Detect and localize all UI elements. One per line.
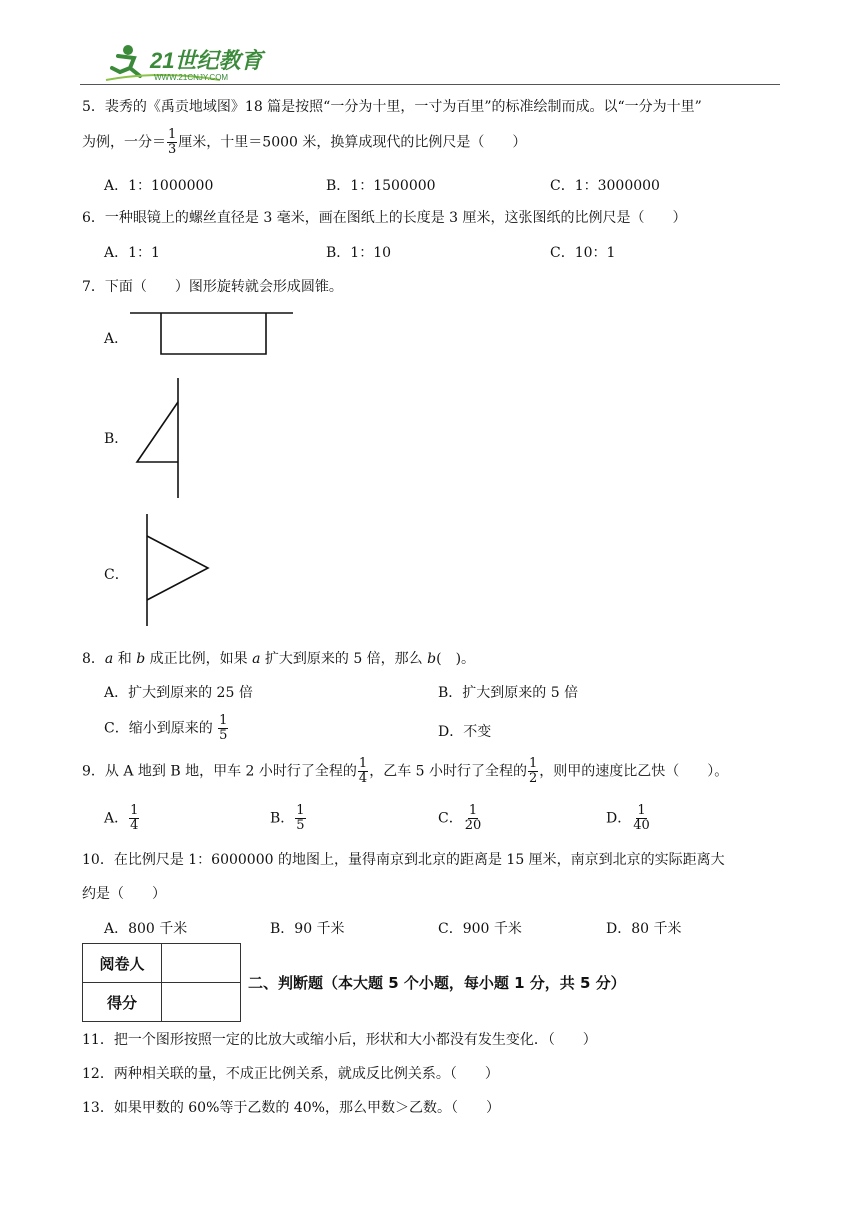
q8-option-d[interactable]: D．不变 xyxy=(438,724,492,740)
q8-var-b2: b xyxy=(427,651,437,667)
q9-c-den: 20 xyxy=(464,818,482,833)
grader-label: 阅卷人 xyxy=(83,944,162,983)
q5-frac-num: 1 xyxy=(168,127,177,142)
q9-d-den: 40 xyxy=(633,818,650,833)
header-divider xyxy=(80,84,780,85)
logo-text: 21世纪教育 xyxy=(150,48,263,73)
q9-f2-num: 1 xyxy=(529,756,538,771)
q7-figure-c-triangle xyxy=(140,514,214,628)
q9-b-num: 1 xyxy=(296,803,305,818)
q5-line2-pre: 为例，一分＝ xyxy=(82,134,166,151)
q5-option-b[interactable]: B．1：1500000 xyxy=(326,178,436,194)
q10-option-a[interactable]: A．800 千米 xyxy=(104,921,188,937)
q8-pre: 8． xyxy=(82,651,105,667)
q9-option-d[interactable] xyxy=(606,804,652,833)
q5-fraction xyxy=(167,128,177,157)
q5-frac-den: 3 xyxy=(168,142,177,157)
q7-figure-b-triangle xyxy=(134,378,184,500)
q8-option-c-label: C．缩小到原来的 xyxy=(104,720,218,737)
q9-mid: ，乙车 5 小时行了全程的 xyxy=(369,763,528,780)
q9-post: ，则甲的速度比乙快（ ）。 xyxy=(539,763,729,780)
q7-option-a[interactable]: A． xyxy=(104,331,129,347)
q7-text: 7．下面（ ）图形旋转就会形成圆锥。 xyxy=(82,279,343,295)
q9-option-a[interactable] xyxy=(104,804,140,833)
q5-line2 xyxy=(82,128,526,157)
q9-b-fraction xyxy=(295,804,305,833)
q6-text: 6．一种眼镜上的螺丝直径是 3 毫米，画在图纸上的长度是 3 厘米，这张图纸的比例尺是（ ） xyxy=(82,210,687,226)
q6-option-c[interactable]: C．10：1 xyxy=(550,245,616,261)
q9-c-num: 1 xyxy=(468,803,478,818)
q5-option-a[interactable]: A．1：1000000 xyxy=(104,178,214,194)
q8-t3: 扩大到原来的 5 倍，那么 xyxy=(260,651,428,667)
q9-a-num: 1 xyxy=(130,803,139,818)
q9-c-label: C． xyxy=(438,810,463,827)
q6-option-a[interactable]: A．1：1 xyxy=(104,245,160,261)
q9-fraction-2 xyxy=(528,757,538,786)
q9-a-label: A． xyxy=(104,810,129,827)
q8-var-b: b xyxy=(136,651,146,667)
q9-f1-num: 1 xyxy=(358,756,368,771)
q7-figure-a-rectangle xyxy=(130,310,300,360)
q7-option-c[interactable]: C． xyxy=(104,567,129,583)
q8-option-c[interactable] xyxy=(104,714,229,743)
q9-pre: 9．从 A 地到 B 地，甲车 2 小时行了全程的 xyxy=(82,763,357,780)
q8-c-num: 1 xyxy=(219,713,228,728)
q8-t4: ( )。 xyxy=(436,651,476,667)
grader-score-table xyxy=(82,943,241,1022)
q5-line1: 5．裴秀的《禹贡地域图》18 篇是按照“一分为十里，一寸为百里”的标准绘制而成。以“一分为十里” xyxy=(82,99,702,115)
q7-option-b[interactable]: B． xyxy=(104,431,129,447)
q10-option-d[interactable]: D．80 千米 xyxy=(606,921,682,937)
site-logo xyxy=(100,40,280,84)
q6-option-b[interactable]: B．1：10 xyxy=(326,245,392,261)
q9-fraction-1 xyxy=(358,757,368,786)
q8-c-den: 5 xyxy=(219,728,228,743)
q10-option-b[interactable]: B．90 千米 xyxy=(270,921,345,937)
q8-option-c-fraction xyxy=(218,714,228,743)
runner-logo-icon xyxy=(100,40,280,84)
q9-text xyxy=(82,757,728,786)
q9-b-label: B． xyxy=(270,810,295,827)
q9-d-label: D． xyxy=(606,810,632,827)
q5-option-c[interactable]: C．1：3000000 xyxy=(550,178,660,194)
score-cell[interactable] xyxy=(162,983,241,1022)
q9-option-c[interactable] xyxy=(438,804,483,833)
q8-t1: 和 xyxy=(113,651,137,667)
q9-f2-den: 2 xyxy=(529,771,538,786)
q8-option-b[interactable]: B．扩大到原来的 5 倍 xyxy=(438,685,579,701)
q9-a-den: 4 xyxy=(130,818,139,833)
q8-var-a: a xyxy=(104,651,114,667)
section-2-title: 二、判断题（本大题 5 个小题，每小题 1 分，共 5 分） xyxy=(248,974,626,992)
q9-a-fraction xyxy=(129,804,139,833)
grader-cell[interactable] xyxy=(162,944,241,983)
q9-d-fraction xyxy=(632,804,651,833)
q10-option-c[interactable]: C．900 千米 xyxy=(438,921,522,937)
q10-line1: 10．在比例尺是 1：6000000 的地图上，量得南京到北京的距离是 15 厘米，南京到北京的实际距离大 xyxy=(82,852,725,868)
q9-d-num: 1 xyxy=(637,803,646,818)
logo-subtext: WWW.21CNJY.COM xyxy=(154,73,229,82)
q11-text: 11．把一个图形按照一定的比放大或缩小后，形状和大小都没有发生变化．（ ） xyxy=(82,1032,597,1048)
q12-text: 12．两种相关联的量，不成正比例关系，就成反比例关系。（ ） xyxy=(82,1066,499,1082)
score-label: 得分 xyxy=(83,983,162,1022)
q8-t2: 成正比例，如果 xyxy=(145,651,253,667)
q5-line2-post: 厘米，十里＝5000 米，换算成现代的比例尺是（ ） xyxy=(178,134,527,151)
q8-option-a[interactable]: A．扩大到原来的 25 倍 xyxy=(104,685,253,701)
q9-option-b[interactable] xyxy=(270,804,307,833)
q8-text xyxy=(82,648,475,668)
q8-var-a2: a xyxy=(252,651,261,667)
q9-c-fraction xyxy=(464,804,483,833)
q9-f1-den: 4 xyxy=(358,771,368,786)
q10-line2: 约是（ ） xyxy=(82,886,166,902)
q9-b-den: 5 xyxy=(296,818,305,833)
q13-text: 13．如果甲数的 60%等于乙数的 40%，那么甲数＞乙数。（ ） xyxy=(82,1100,500,1116)
